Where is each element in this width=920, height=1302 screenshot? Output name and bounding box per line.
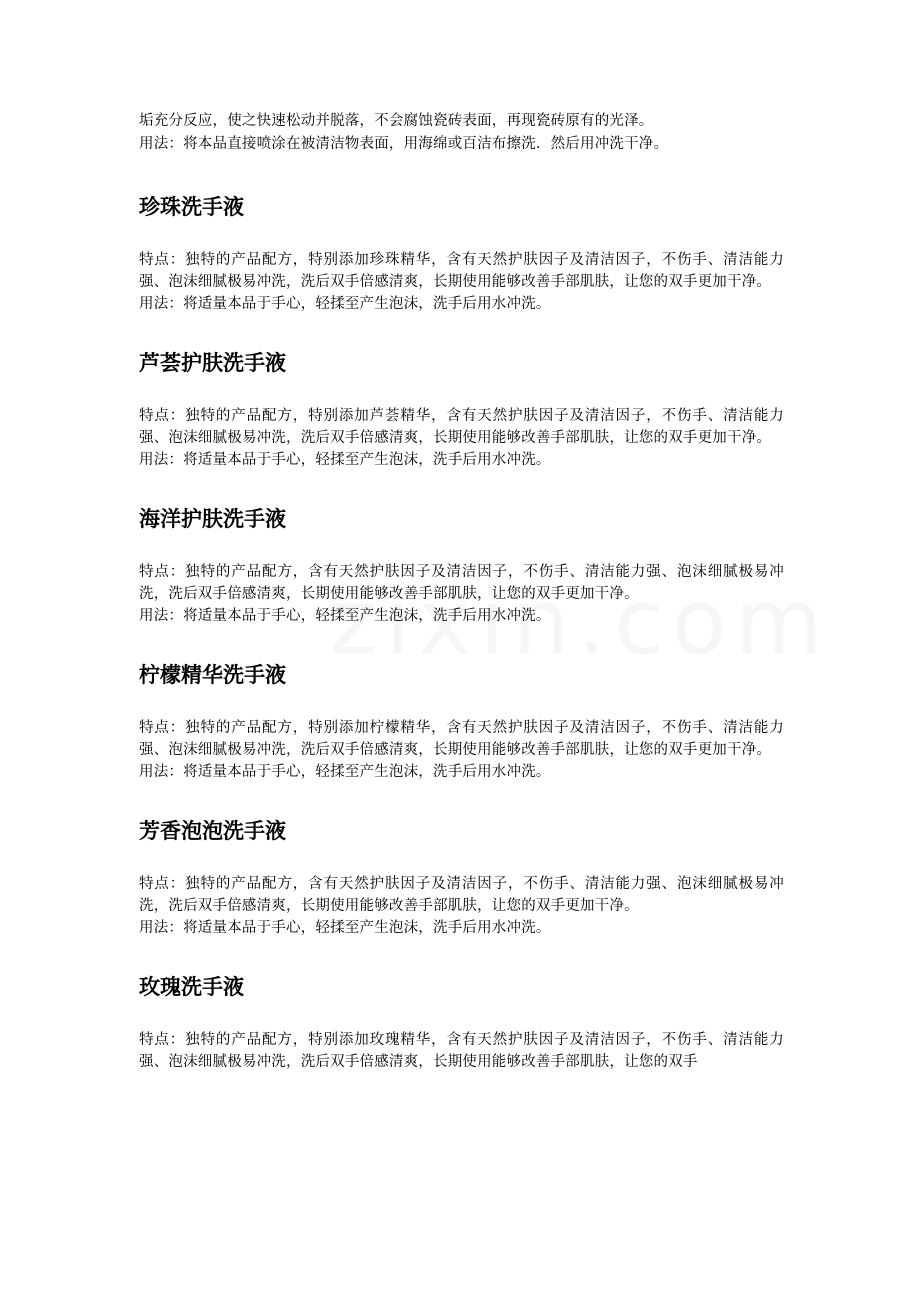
section-title: 芳香泡泡洗手液 [139, 819, 286, 843]
intro-text: 垢充分反应，使之快速松动并脱落，不会腐蚀瓷砖表面，再现瓷砖原有的光泽。 [139, 113, 654, 129]
section-feature: 特点：独特的产品配方，特别添加珍珠精华，含有天然护肤因子及清洁因子，不伤手、清洁能力强、泡沫细腻极易冲洗，洗后双手倍感清爽，长期使用能够改善手部肌肤，让您的双手更加干净。 [139, 252, 784, 290]
document-page [139, 110, 784, 1073]
section-feature: 特点：独特的产品配方，含有天然护肤因子及清洁因子，不伤手、清洁能力强、泡沫细腻极易冲洗，洗后双手倍感清爽，长期使用能够改善手部肌肤，让您的双手更加干净。 [139, 876, 784, 914]
section-aroma [139, 816, 784, 939]
section-feature: 特点：独特的产品配方，特别添加玫瑰精华，含有天然护肤因子及清洁因子，不伤手、清洁能力强、泡沫细腻极易冲洗，洗后双手倍感清爽，长期使用能够改善手部肌肤，让您的双手 [139, 1032, 784, 1070]
section-feature: 特点：独特的产品配方，特别添加芦荟精华，含有天然护肤因子及清洁因子，不伤手、清洁能力强、泡沫细腻极易冲洗，洗后双手倍感清爽，长期使用能够改善手部肌肤，让您的双手更加干净。 [139, 408, 784, 446]
section-usage: 用法：将适量本品于手心，轻揉至产生泡沫，洗手后用水冲洗。 [139, 452, 551, 468]
section-usage: 用法：将适量本品于手心，轻揉至产生泡沫，洗手后用水冲洗。 [139, 608, 551, 624]
section-usage: 用法：将适量本品于手心，轻揉至产生泡沫，洗手后用水冲洗。 [139, 920, 551, 936]
section-usage: 用法：将适量本品于手心，轻揉至产生泡沫，洗手后用水冲洗。 [139, 764, 551, 780]
section-lemon [139, 660, 784, 783]
section-rose [139, 972, 784, 1073]
section-pearl [139, 192, 784, 315]
section-title: 玫瑰洗手液 [139, 975, 244, 999]
section-title: 芦荟护肤洗手液 [139, 351, 286, 375]
intro-usage: 用法：将本品直接喷涂在被清洁物表面，用海绵或百洁布擦洗．然后用冲洗干净。 [139, 136, 669, 152]
section-ocean [139, 504, 784, 627]
section-usage: 用法：将适量本品于手心，轻揉至产生泡沫，洗手后用水冲洗。 [139, 296, 551, 312]
section-feature: 特点：独特的产品配方，特别添加柠檬精华，含有天然护肤因子及清洁因子，不伤手、清洁能力强、泡沫细腻极易冲洗，洗后双手倍感清爽，长期使用能够改善手部肌肤，让您的双手更加干净。 [139, 720, 784, 758]
intro-block [139, 110, 784, 156]
section-feature: 特点：独特的产品配方，含有天然护肤因子及清洁因子，不伤手、清洁能力强、泡沫细腻极易冲洗，洗后双手倍感清爽，长期使用能够改善手部肌肤，让您的双手更加干净。 [139, 564, 784, 602]
section-aloe [139, 348, 784, 471]
section-title: 海洋护肤洗手液 [139, 507, 286, 531]
section-title: 柠檬精华洗手液 [139, 663, 286, 687]
section-title: 珍珠洗手液 [139, 195, 244, 219]
